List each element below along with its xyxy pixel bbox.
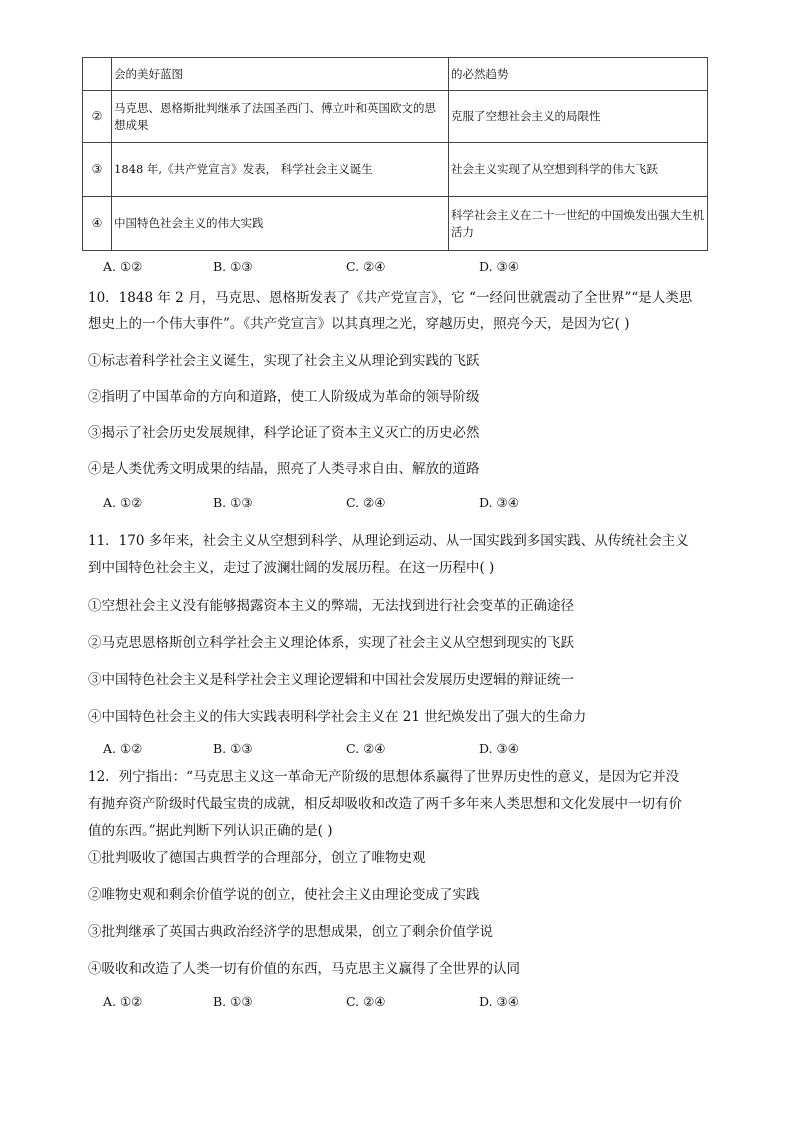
option-a[interactable]: A. ①②	[103, 994, 143, 1009]
option-c[interactable]: C. ②④	[346, 741, 386, 756]
q11-statement-4: ④中国特色社会主义的伟大实践表明科学社会主义在 21 世纪焕发出了强大的生命力	[88, 709, 587, 725]
option-c[interactable]: C. ②④	[346, 994, 386, 1009]
row-number: ③	[83, 143, 112, 197]
option-a[interactable]: A. ①②	[103, 495, 143, 510]
q10-stem-line1: 10．1848 年 2 月，马克思、恩格斯发表了《共产党宣言》，它 “一经问世就震动了全世界”“是人类思	[88, 290, 693, 306]
option-b[interactable]: B. ①③	[213, 741, 253, 756]
q10-statement-2: ②指明了中国革命的方向和道路，使工人阶级成为革命的领导阶级	[88, 389, 480, 405]
table-row	[83, 197, 708, 251]
row-material: 中国特色社会主义的伟大实践	[112, 197, 449, 251]
q11-statement-1: ①空想社会主义没有能够揭露资本主义的弊端，无法找到进行社会变革的正确途径	[88, 598, 574, 614]
q12-stem-line1: 12．列宁指出：“马克思主义这一革命无产阶级的思想体系赢得了世界历史性的意义，是因为它并没	[88, 769, 680, 785]
option-d[interactable]: D. ③④	[479, 259, 519, 274]
q11-statement-3: ③中国特色社会主义是科学社会主义理论逻辑和中国社会发展历史逻辑的辩证统一	[88, 672, 574, 688]
q11-stem-line2: 到中国特色社会主义，走过了波澜壮阔的发展历程。在这一历程中( )	[88, 560, 495, 576]
option-a[interactable]: A. ①②	[103, 741, 143, 756]
table-row	[83, 143, 708, 197]
row-meaning: 克服了空想社会主义的局限性	[449, 91, 708, 143]
q11-statement-2: ②马克思恩格斯创立科学社会主义理论体系，实现了社会主义从空想到现实的飞跃	[88, 635, 574, 651]
q12-stem-line3: 值的东西。”据此判断下列认识正确的是( )	[88, 823, 333, 839]
q11-stem-line1: 11．170 多年来，社会主义从空想到科学、从理论到运动、从一国实践到多国实践、从传统社会主义	[88, 533, 689, 549]
option-a[interactable]: A. ①②	[103, 259, 143, 274]
q12-statement-1: ①批判吸收了德国古典哲学的合理部分，创立了唯物史观	[88, 850, 426, 866]
row-material: 会的美好蓝图	[112, 58, 449, 91]
option-b[interactable]: B. ①③	[213, 994, 253, 1009]
option-b[interactable]: B. ①③	[213, 495, 253, 510]
option-d[interactable]: D. ③④	[479, 994, 519, 1009]
q10-statement-4: ④是人类优秀文明成果的结晶，照亮了人类寻求自由、解放的道路	[88, 461, 480, 477]
option-d[interactable]: D. ③④	[479, 741, 519, 756]
q10-statement-3: ③揭示了社会历史发展规律，科学论证了资本主义灭亡的历史必然	[88, 425, 480, 441]
q10-statement-1: ①标志着科学社会主义诞生，实现了社会主义从理论到实践的飞跃	[88, 353, 480, 369]
table-row	[83, 91, 708, 143]
row-material: 1848 年,《共产党宣言》发表， 科学社会主义诞生	[112, 143, 449, 197]
row-number	[83, 58, 112, 91]
q12-statement-3: ③批判继承了英国古典政治经济学的思想成果，创立了剩余价值学说	[88, 924, 493, 940]
row-meaning: 的必然趋势	[449, 58, 708, 91]
row-number: ④	[83, 197, 112, 251]
q12-statement-2: ②唯物史观和剩余价值学说的创立，使社会主义由理论变成了实践	[88, 887, 480, 903]
q12-statement-4: ④吸收和改造了人类一切有价值的东西，马克思主义赢得了全世界的认同	[88, 961, 520, 977]
row-meaning: 社会主义实现了从空想到科学的伟大飞跃	[449, 143, 708, 197]
q12-stem-line2: 有抛弃资产阶级时代最宝贵的成就，相反却吸收和改造了两千多年来人类思想和文化发展中一切有价	[88, 796, 682, 812]
option-c[interactable]: C. ②④	[346, 495, 386, 510]
answer-table	[82, 57, 708, 251]
option-d[interactable]: D. ③④	[479, 495, 519, 510]
row-meaning: 科学社会主义在二十一世纪的中国焕发出强大生机活力	[449, 197, 708, 251]
row-material: 马克思、恩格斯批判继承了法国圣西门、傅立叶和英国欧文的思想成果	[112, 91, 449, 143]
option-c[interactable]: C. ②④	[346, 259, 386, 274]
table-row	[83, 58, 708, 91]
option-b[interactable]: B. ①③	[213, 259, 253, 274]
q10-stem-line2: 想史上的一个伟大事件”。《共产党宣言》以其真理之光，穿越历史，照亮今天，是因为它( )	[88, 316, 630, 332]
row-number: ②	[83, 91, 112, 143]
